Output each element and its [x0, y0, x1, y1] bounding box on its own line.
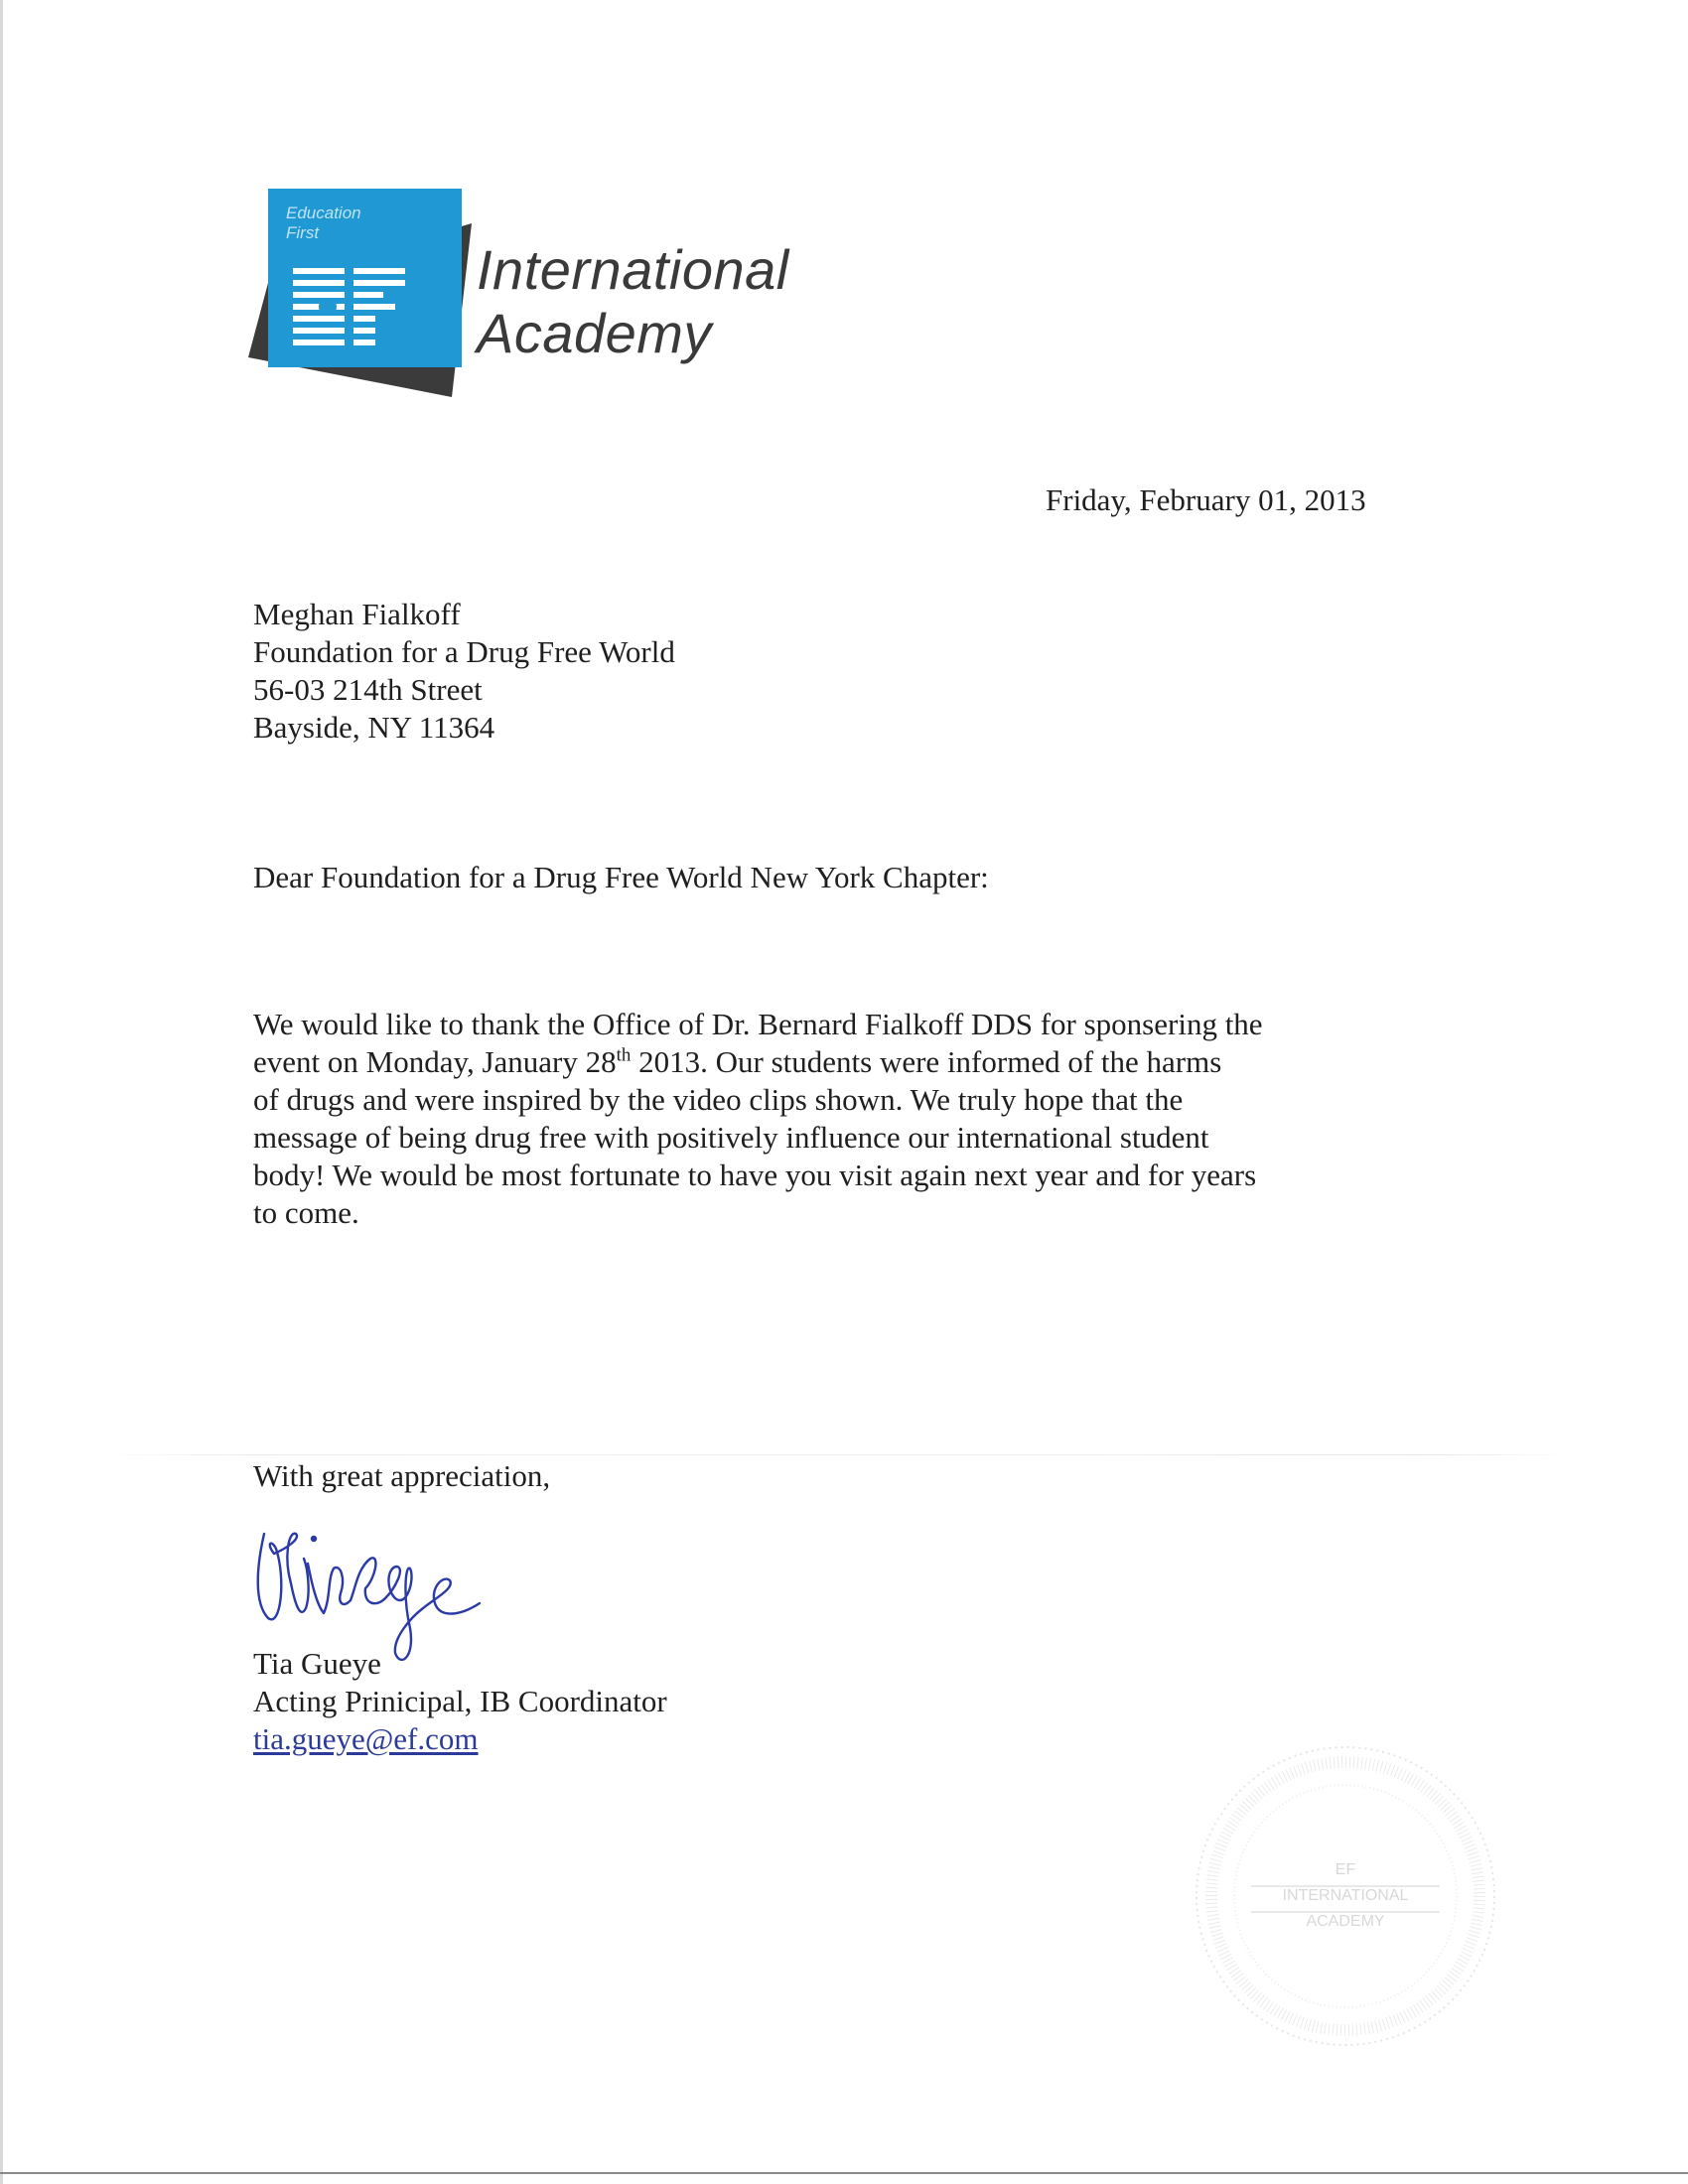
ordinal-suffix: th — [616, 1044, 632, 1066]
page-bottom-edge — [0, 2172, 1688, 2174]
svg-text:First: First — [286, 223, 320, 242]
seal-text-line: ACADEMY — [1306, 1913, 1385, 1930]
logo-name-line2: Academy — [477, 302, 712, 364]
body-line: message of being drug free with positively influence our international student — [253, 1120, 1209, 1155]
signer-email-link[interactable]: tia.gueye@ef.com — [253, 1721, 479, 1756]
letter-date: Friday, February 01, 2013 — [1046, 482, 1366, 517]
ef-badge-icon — [248, 189, 477, 407]
scan-fold-line — [99, 1454, 1569, 1455]
seal-text-line: EF — [1335, 1861, 1356, 1878]
logo-name-line1: International — [477, 238, 789, 301]
body-text-fragment: 2013. Our students were informed of the harms — [631, 1044, 1222, 1079]
body-text-fragment: event on Monday, January 28 — [253, 1044, 617, 1079]
signature-block — [253, 1645, 667, 1758]
body-line: We would like to thank the Office of Dr. Bernard Fialkoff DDS for sponsering the — [253, 1007, 1263, 1041]
svg-text:Education: Education — [286, 204, 361, 222]
body-line: to come. — [253, 1195, 359, 1230]
embossed-seal-icon — [1187, 1737, 1504, 2055]
signer-name: Tia Gueye — [253, 1646, 381, 1681]
recipient-street: 56-03 214th Street — [253, 672, 483, 707]
logo-wordmark — [477, 238, 789, 365]
recipient-organization: Foundation for a Drug Free World — [253, 634, 675, 669]
letter-body — [253, 1006, 1544, 1232]
salutation: Dear Foundation for a Drug Free World New York Chapter: — [253, 860, 989, 894]
body-line: body! We would be most fortunate to have you visit again next year and for years — [253, 1158, 1257, 1192]
body-line — [253, 1043, 1544, 1081]
recipient-address — [253, 596, 675, 747]
closing: With great appreciation, — [253, 1458, 551, 1493]
body-line: of drugs and were inspired by the video clips shown. We truly hope that the — [253, 1082, 1184, 1117]
seal-text-line: INTERNATIONAL — [1282, 1887, 1409, 1904]
recipient-city: Bayside, NY 11364 — [253, 710, 495, 745]
recipient-name: Meghan Fialkoff — [253, 597, 461, 631]
signer-title: Acting Prinicipal, IB Coordinator — [253, 1684, 667, 1718]
page-edge — [0, 0, 3, 2184]
ef-international-academy-logo — [248, 189, 824, 407]
